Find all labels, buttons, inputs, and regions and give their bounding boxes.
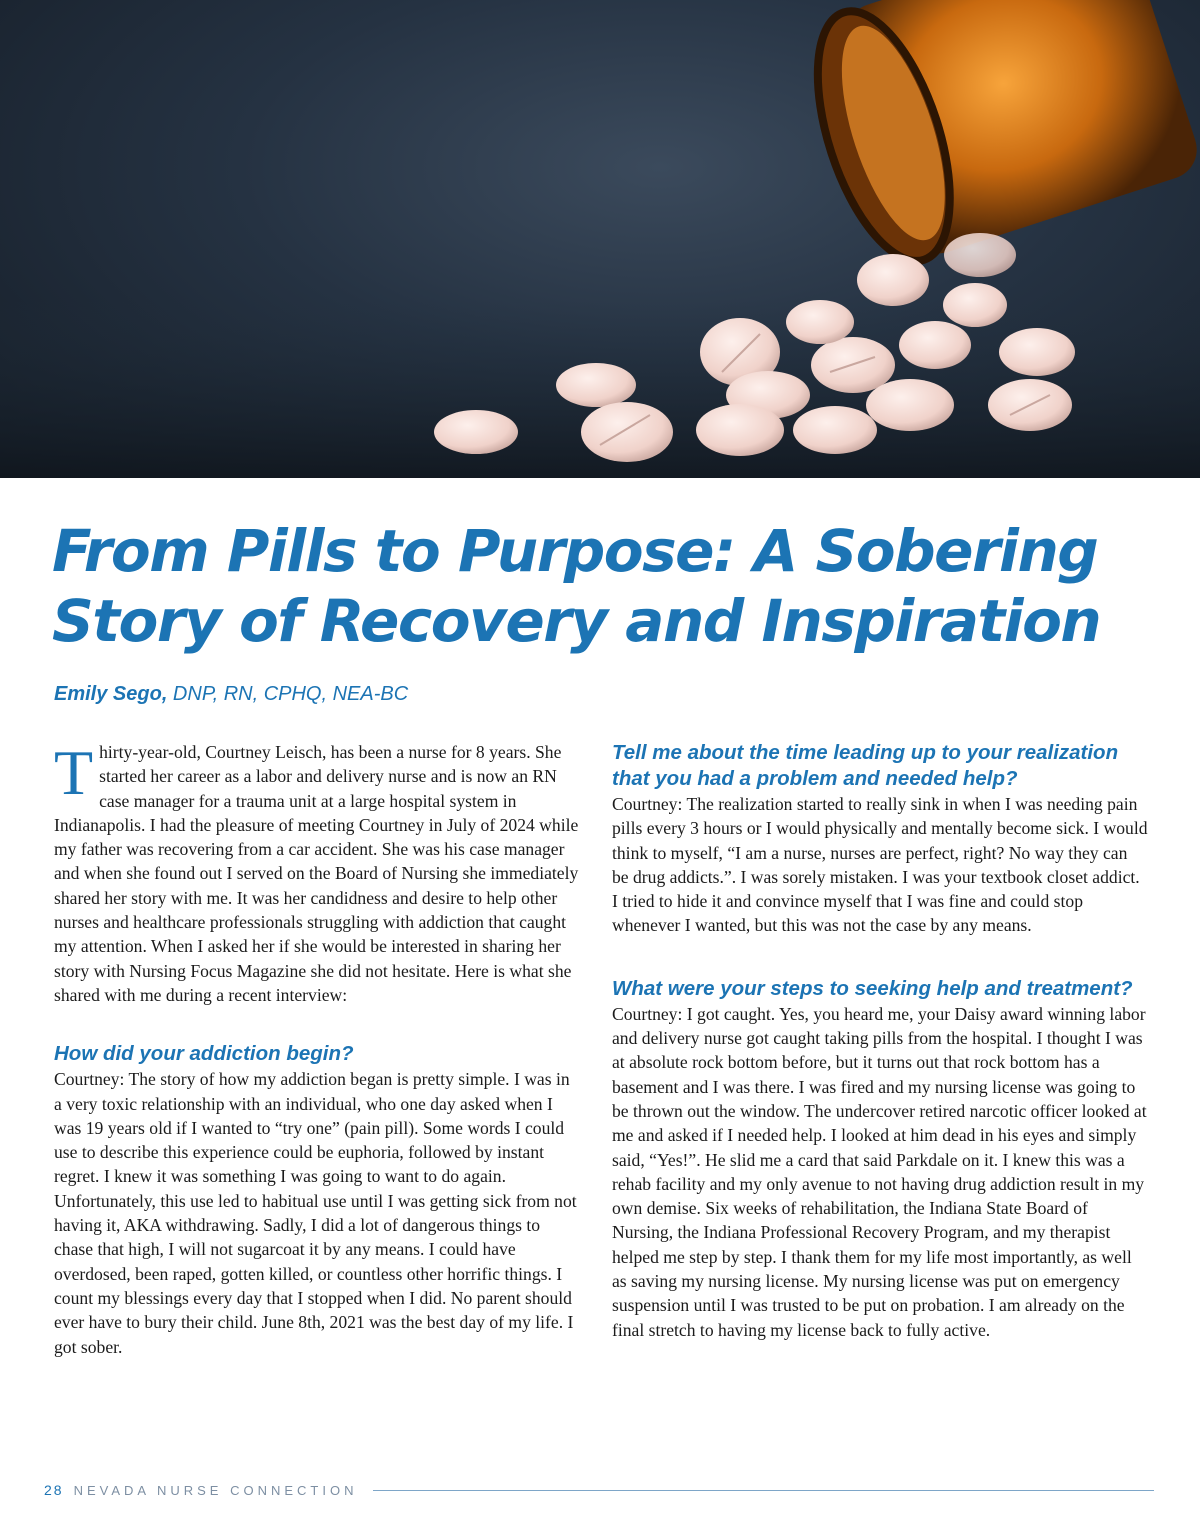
page-footer — [44, 1480, 1154, 1500]
pill-bottle-illustration — [0, 0, 1200, 478]
question-heading-1: How did your addiction begin? — [54, 1042, 354, 1066]
intro-paragraph — [54, 737, 579, 1007]
author-credentials: DNP, RN, CPHQ, NEA-BC — [167, 683, 409, 705]
answer-paragraph-3: Courtney: I got caught. Yes, you heard me, your Daisy award winning labor and delivery nurse got caught taking pills from the hospital. I thought I was at absolute rock bottom before, but it turns out that rock bottom has a basement and I was there. I was fired and my nursing license was going to be thrown out the window. The undercover retired narcotic officer looked at me and asked if I needed help. I looked at him dead in his eyes and simply said, “Yes!”. He slid me a card that said Parkdale on it. I knew this was a rehab facility and my only avenue to not having drug addiction result in my own demise. Six weeks of rehabilitation, the Indiana State Board of Nursing, the Indiana Professional Recovery Program, and my therapist helped me step by step. I thank them for my life most importantly, as well as saving my nursing license. My nursing license was put on emergency suspension until I was trusted to be put on probation. I am already on the final stretch to having my license back to fully active. — [612, 1003, 1147, 1340]
author-byline — [54, 683, 408, 706]
right-column — [612, 740, 1148, 1342]
footer-rule — [373, 1490, 1154, 1491]
question-heading-3: What were your steps to seeking help and treatment? — [612, 976, 1133, 1000]
hero-image-pills — [0, 0, 1200, 478]
answer-paragraph-2: Courtney: The realization started to really sink in when I was needing pain pills every 3 hours or I would physically and mentally become sick. I would think to myself, “I am a nurse, nurses are perfect, right? No way they can be drug addicts.”. I was sorely mistaken. I was your textbook closet addict. I tried to hide it and convince myself that I was fine and could stop whenever I wanted, but this was not the case by any means. — [612, 794, 1148, 936]
drop-cap: T — [54, 737, 94, 808]
article-title: From Pills to Purpose: A Sobering Story of Recovery and Inspiration — [52, 517, 1101, 655]
intro-text: hirty-year-old, Courtney Leisch, has been a nurse for 8 years. She started her career as a labor and delivery nurse and is now an RN case manager for a trauma unit at a large hospital system in Indianapolis. I had the pleasure of meeting Courtney in July of 2024 while my father was recovering from a car accident. She was his case manager and when she found out I served on the Board of Nursing she immediately shared her story with me. It was her candidness and desire to help other nurses and healthcare professionals struggling with addiction that caught my attention. When I asked her if she would be interested in sharing her story with Nursing Focus Magazine she did not hesitate. Here is what she shared with me during a recent interview: — [54, 742, 579, 1005]
answer-paragraph-1: Courtney: The story of how my addiction began is pretty simple. I was in a very toxic relationship with an individual, who one day asked when I was 19 years old if I wanted to “try one” (pain pill). Some words I could use to describe this experience could be euphoria, followed by instant regret. I knew it was something I was going to want to do again. Unfortunately, this use led to habitual use until I was getting sick from not having it, AKA withdrawing. Sadly, I did a lot of dangerous things to chase that high, I will not sugarcoat it by any means. I could have overdosed, been raped, gotten killed, or countless other horrific things. I count my blessings every day that I stopped when I did. No parent should ever have to bury their child. June 8th, 2021 was the best day of my life. I got sober. — [54, 1069, 577, 1357]
page-number: 28 — [44, 1482, 64, 1498]
question-heading-2: Tell me about the time leading up to your realization that you had a problem and needed help? — [612, 741, 1119, 790]
publication-name: NEVADA NURSE CONNECTION — [73, 1482, 358, 1498]
author-name: Emily Sego, — [54, 683, 168, 705]
left-column — [54, 737, 579, 1359]
